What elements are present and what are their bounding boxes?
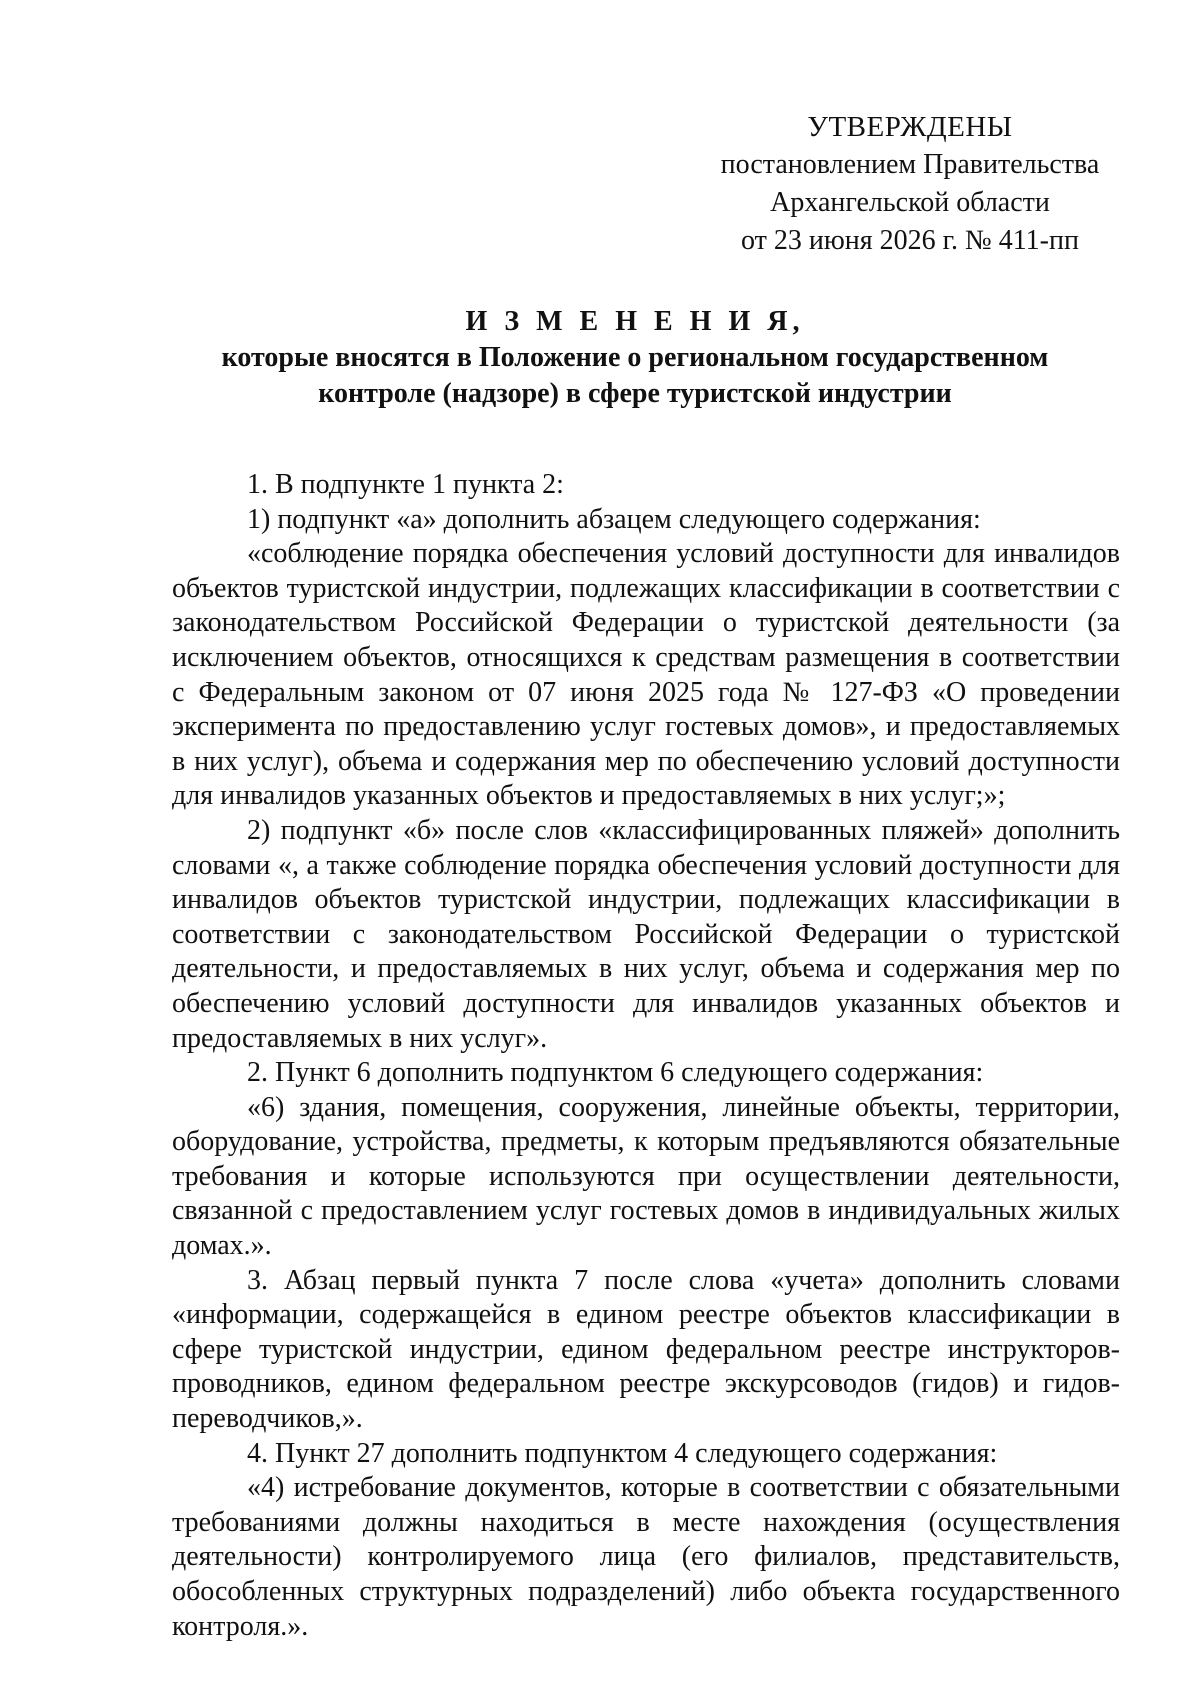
approval-date-line: от 23 июня 2026 г. № 411-пп xyxy=(741,225,1079,256)
title-main: И З М Е Н Е Н И Я, xyxy=(465,306,805,337)
paragraph: 2. Пункт 6 дополнить подпунктом 6 следующего содержания: xyxy=(247,1057,984,1089)
title-subtitle: контроле (надзоре) в сфере туристской индустрии xyxy=(318,378,952,409)
paragraph: «4) истребование документов, которые в соответствии с обязательными требованиями должны находиться в месте нахождения (осуществления деятельности) контролируемого лица (его филиалов, представительств, обособленных структурных подразделений) либо объекта государственного контроля.». xyxy=(172,1472,1120,1642)
paragraph: 2) подпункт «б» после слов «классифицированных пляжей» дополнить словами «, а также соблюдение порядка обеспечения условий доступности для инвалидов объектов туристской индустрии, подлежащих классификации в соответствии с законодательством Российской Федерации о туристской деятельности, и предоставляемых в них услуг, объема и содержания мер по обеспечению условий доступности для инвалидов указанных объектов и предоставляемых в них услуг». xyxy=(172,814,1120,1054)
approval-line: постановлением Правительства xyxy=(720,149,1100,180)
approval-stamp xyxy=(700,108,1120,260)
document-title xyxy=(170,304,1100,412)
paragraph: 4. Пункт 27 дополнить подпунктом 4 следующего содержания: xyxy=(247,1437,998,1469)
approval-heading: УТВЕРЖДЕНЫ xyxy=(807,111,1013,143)
paragraph: 3. Абзац первый пункта 7 после слова «учета» дополнить словами «информации, содержащейся в едином реестре объектов классификации в сфере туристской индустрии, едином федеральном реестре инструкторов-проводников, едином федеральном реестре экскурсоводов (гидов) и гидов-переводчиков,». xyxy=(172,1264,1120,1435)
approval-line: Архангельской области xyxy=(770,187,1050,218)
document-body xyxy=(172,468,1120,1644)
paragraph: «соблюдение порядка обеспечения условий доступности для инвалидов объектов туристской индустрии, подлежащих классификации в соответствии с законодательством Российской Федерации о туристской деятельности (за исключением объектов, относящихся к средствам размещения в соответствии с Федеральным законом от 07 июня 2025 года № 127-ФЗ «О проведении эксперимента по предоставлению услуг гостевых домов», и предоставляемых в них услуг), объема и содержания мер по обеспечению условий доступности для инвалидов указанных объектов и предоставляемых в них услуг;»; xyxy=(172,538,1120,812)
paragraph: 1) подпункт «а» дополнить абзацем следующего содержания: xyxy=(247,503,981,535)
paragraph: 1. В подпункте 1 пункта 2: xyxy=(247,469,564,500)
paragraph: «6) здания, помещения, сооружения, линейные объекты, территории, оборудование, устройства, предметы, к которым предъявляются обязательные требования и которые используются при осуществлении деятельности, связанной с предоставлением услуг гостевых домов в индивидуальных жилых домах.». xyxy=(172,1091,1120,1262)
title-subtitle: которые вносятся в Положение о региональном государственном xyxy=(221,342,1049,373)
